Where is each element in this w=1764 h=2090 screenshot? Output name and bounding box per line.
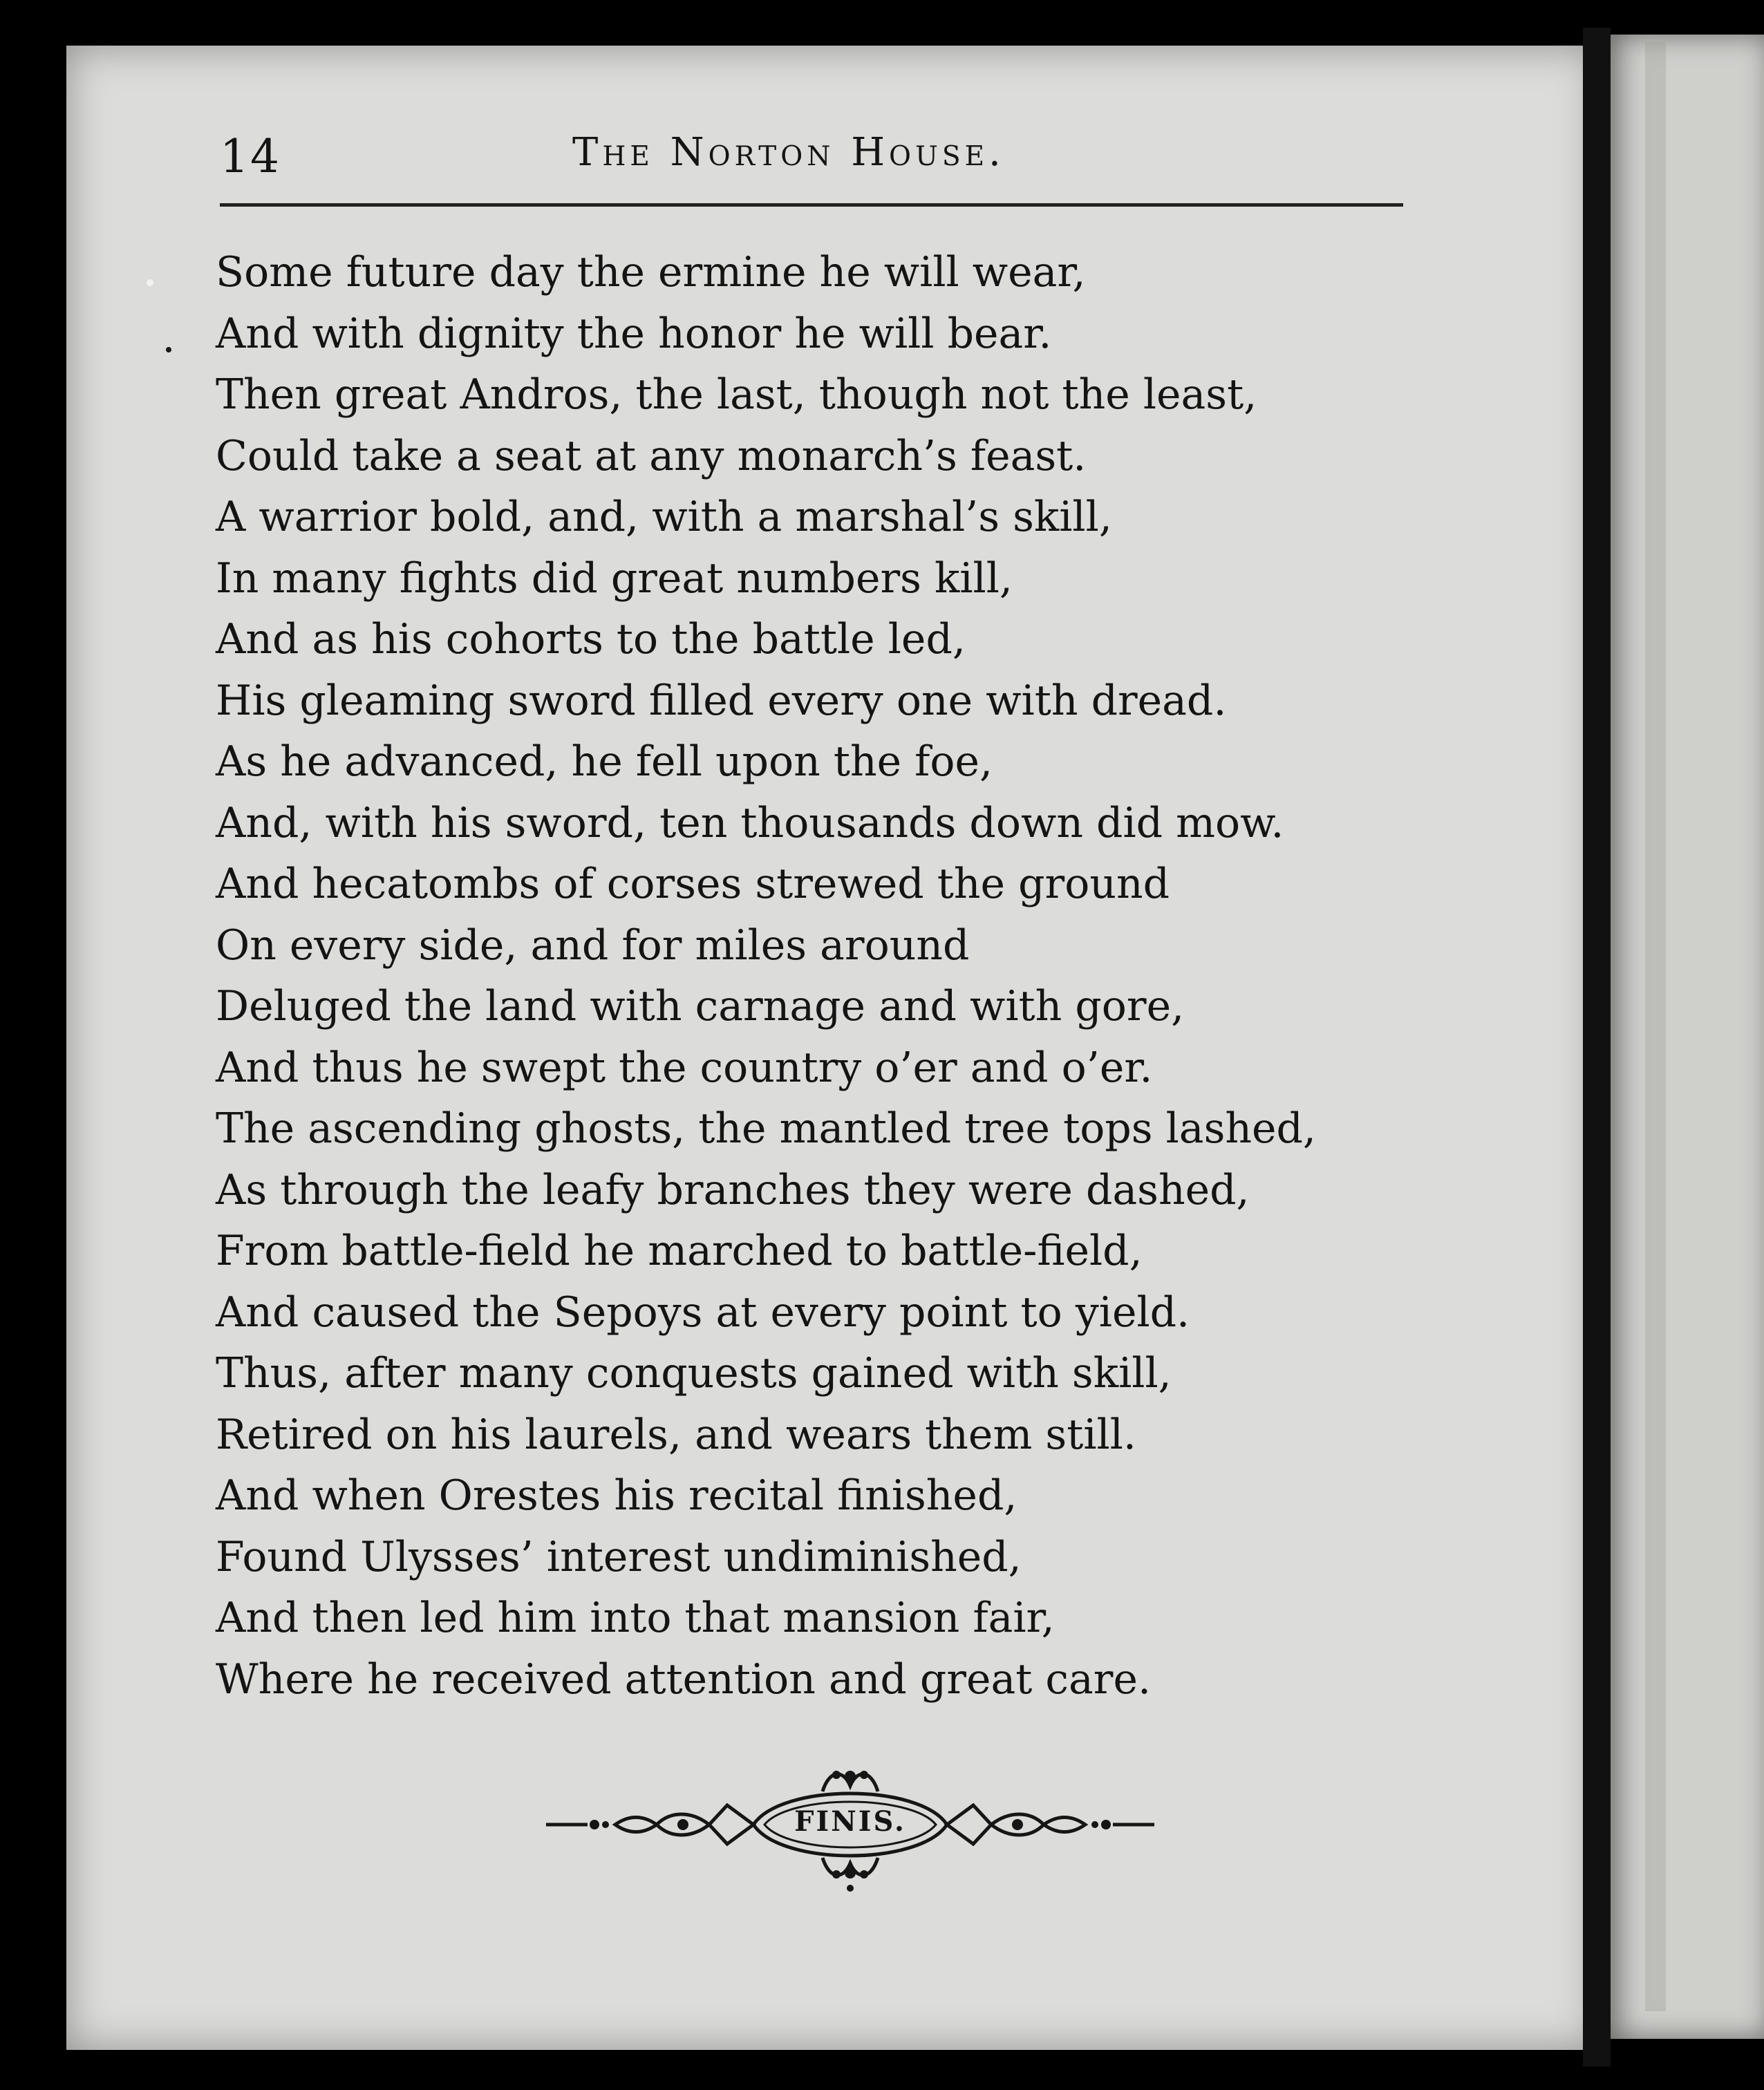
facing-page [1611,35,1764,2039]
poem-line: His gleaming sword filled every one with dread. [216,676,1227,725]
poem-text [216,242,1460,1710]
print-speck [147,279,153,286]
poem-line: And thus he swept the country o’er and o’er. [216,1043,1153,1092]
poem-line: And caused the Sepoys at every point to yield. [216,1288,1190,1337]
poem-line: A warrior bold, and, with a marshal’s skill, [216,493,1112,541]
poem-line: And hecatombs of corses strewed the ground [216,860,1170,908]
print-speck [166,347,171,352]
poem-line: On every side, and for miles around [216,921,970,970]
page-gutter-shadow [1583,28,1611,2067]
header-rule [220,203,1403,207]
poem-line: Some future day the ermine he will wear, [216,248,1086,296]
poem-line: And when Orestes his recital finished, [216,1471,1017,1520]
poem-line: As through the leafy branches they were dashed, [216,1165,1250,1214]
poem-line: From battle-field he marched to battle-field, [216,1227,1143,1275]
poem-line: The ascending ghosts, the mantled tree tops lashed, [216,1104,1316,1153]
poem-line: And with dignity the honor he will bear. [216,309,1052,358]
running-head [220,123,1423,199]
poem-line: In many fights did great numbers kill, [216,554,1013,603]
facing-page-strip [1645,41,1666,2011]
poem-line: As he advanced, he fell upon the foe, [216,737,993,786]
poem-line: And, with his sword, ten thousands down did mow. [216,798,1284,847]
page-number: 14 [220,130,281,183]
poem-line: Deluged the land with carnage and with gore, [216,982,1185,1030]
finis-label: FINIS. [794,1805,906,1838]
poem-line: Where he received attention and great care. [216,1655,1152,1704]
poem-line: Could take a seat at any monarch’s feast. [216,431,1087,480]
finis-ornament [546,1755,1154,1894]
running-title: The Norton House. [572,130,1005,175]
poem-line: And as his cohorts to the battle led, [216,615,966,663]
poem-line: And then led him into that mansion fair, [216,1594,1055,1642]
poem-line: Retired on his laurels, and wears them still. [216,1410,1136,1459]
poem-line: Then great Andros, the last, though not the least, [216,370,1257,419]
poem-line: Found Ulysses’ interest undiminished, [216,1532,1022,1581]
poem-line: Thus, after many conquests gained with skill, [216,1349,1172,1397]
